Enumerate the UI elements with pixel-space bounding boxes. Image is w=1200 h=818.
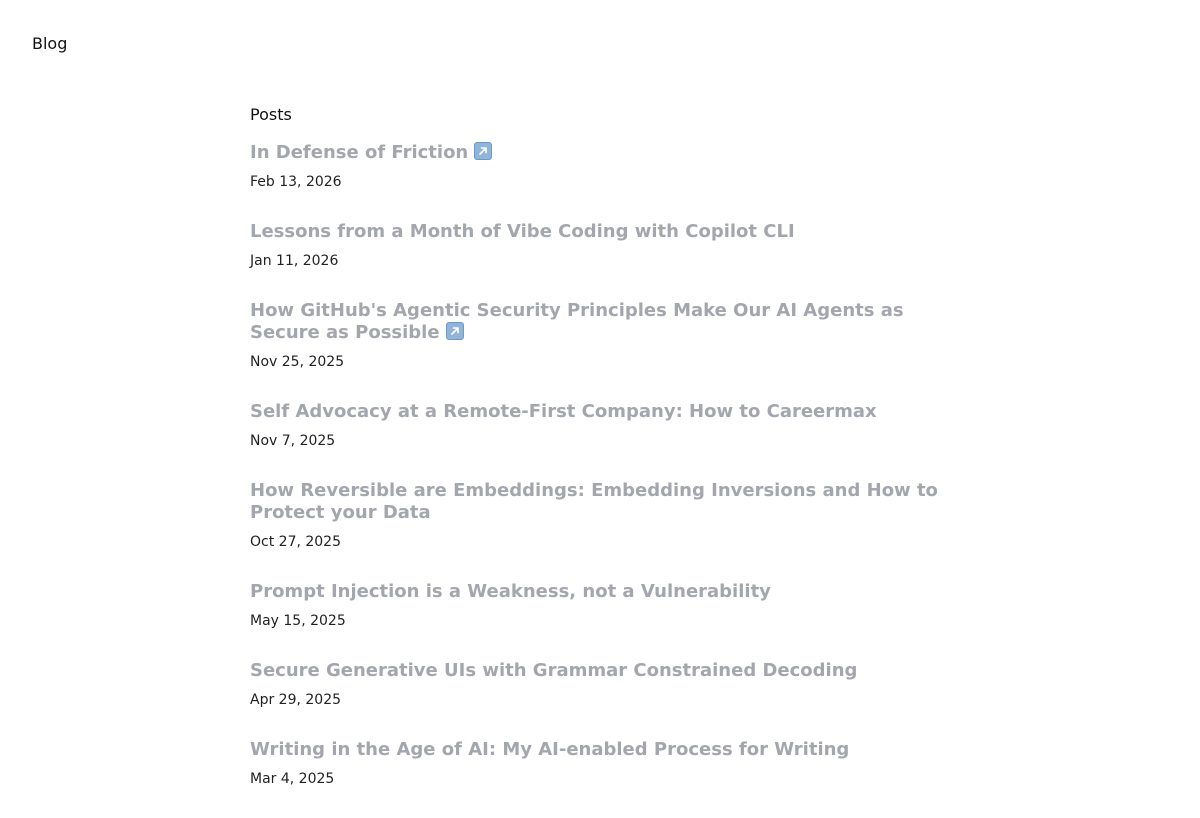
post-title: Prompt Injection is a Weakness, not a Vulnerability xyxy=(250,581,771,602)
list-item xyxy=(250,401,940,450)
post-date: May 15, 2025 xyxy=(250,613,346,629)
posts-section xyxy=(250,105,940,818)
post-date: Jan 11, 2026 xyxy=(250,253,339,269)
arrow-up-right-icon xyxy=(474,142,492,160)
blog-home-link[interactable]: Blog xyxy=(32,34,68,53)
post-date: Nov 25, 2025 xyxy=(250,354,345,370)
post-title: How Reversible are Embeddings: Embedding Inversions and How to Protect your Data xyxy=(250,480,938,523)
post-title: Lessons from a Month of Vibe Coding with Copilot CLI xyxy=(250,221,795,242)
post-title: Writing in the Age of AI: My AI-enabled Process for Writing xyxy=(250,739,850,760)
arrow-up-right-icon xyxy=(446,322,464,340)
post-date: Feb 13, 2026 xyxy=(250,174,342,190)
list-item xyxy=(250,221,940,270)
post-title-link[interactable] xyxy=(250,300,940,344)
post-date: Oct 27, 2025 xyxy=(250,534,341,550)
post-title-link[interactable] xyxy=(250,401,940,423)
post-title-link[interactable] xyxy=(250,142,940,164)
post-title-link[interactable] xyxy=(250,221,940,243)
post-title: Self Advocacy at a Remote-First Company: How to Careermax xyxy=(250,401,877,422)
list-item xyxy=(250,581,940,630)
post-title-link[interactable] xyxy=(250,739,940,761)
site-nav xyxy=(32,34,67,53)
post-list xyxy=(250,142,940,788)
post-title-link[interactable] xyxy=(250,480,940,524)
post-title-link[interactable] xyxy=(250,660,940,682)
post-title: How GitHub's Agentic Security Principles Make Our AI Agents as Secure as Possible xyxy=(250,300,904,343)
list-item xyxy=(250,660,940,709)
post-title-link[interactable] xyxy=(250,581,940,603)
post-title: Secure Generative UIs with Grammar Constrained Decoding xyxy=(250,660,858,681)
post-date: Apr 29, 2025 xyxy=(250,692,342,708)
list-item xyxy=(250,300,940,371)
section-title: Posts xyxy=(250,105,292,124)
list-item xyxy=(250,480,940,551)
list-item xyxy=(250,142,940,191)
post-date: Nov 7, 2025 xyxy=(250,433,336,449)
post-date: Mar 4, 2025 xyxy=(250,771,335,787)
list-item xyxy=(250,739,940,788)
post-title: In Defense of Friction xyxy=(250,142,469,163)
